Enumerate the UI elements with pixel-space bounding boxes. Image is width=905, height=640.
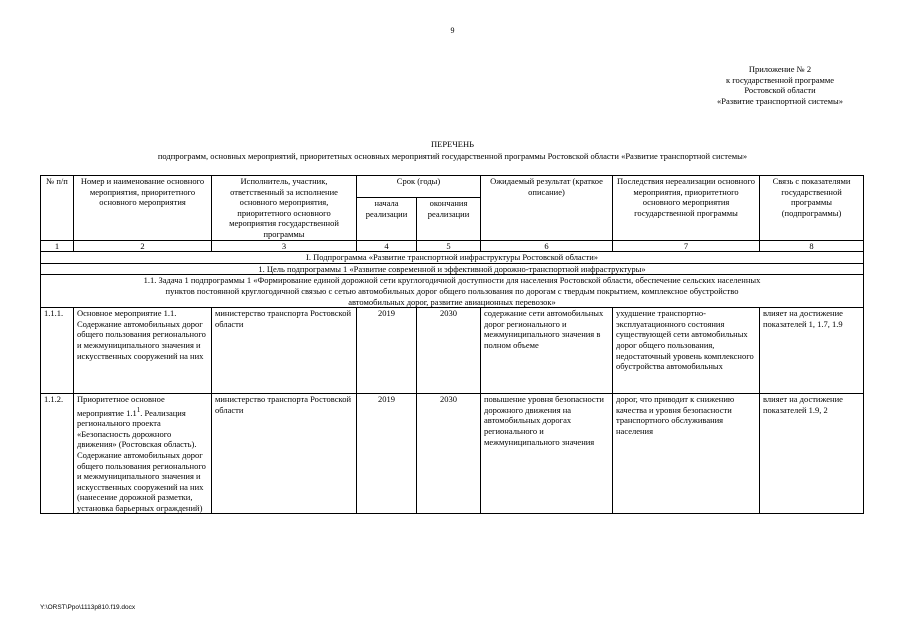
column-number: 5 — [417, 240, 481, 252]
header-consequences: Последствия нереализации основного мероприятия, приоритетного основного мероприятия государственной программы — [613, 176, 760, 241]
footnote-mark: 1 — [136, 405, 141, 414]
column-number: 6 — [481, 240, 613, 252]
column-number: 8 — [760, 240, 864, 252]
column-number: 7 — [613, 240, 760, 252]
header-start: начала реализации — [357, 198, 417, 240]
row-num: 1.1.1. — [41, 308, 74, 394]
header-name: Номер и наименование основного мероприятия, приоритетного основного мероприятия — [74, 176, 212, 241]
column-numbers-row — [41, 240, 864, 252]
row-executor: министерство транспорта Ростовской области — [212, 308, 357, 394]
header-row — [41, 176, 864, 198]
row-name-part: Приоритетное основное мероприятие 1.1 — [77, 394, 165, 418]
column-number: 3 — [212, 240, 357, 252]
goal-title: 1. Цель подпрограммы 1 «Развитие современной и эффективной дорожно-транспортной инфраструктуры» — [41, 263, 864, 275]
row-consequences: ухудшение транспортно-эксплуатационного состояния существующей сети автомобильных дорог общего пользования, недостаточный уровень комплексного обустройства автомобильных — [613, 308, 760, 394]
header-link: Связь с показателями государственной программы (подпрограммы) — [760, 176, 864, 241]
document-subtitle: подпрограмм, основных мероприятий, приоритетных основных мероприятий государственной программы Ростовской области «Развитие транспортной системы» — [157, 151, 748, 161]
subprogram-title: I. Подпрограмма «Развитие транспортной инфраструктуры Ростовской области» — [41, 252, 864, 264]
row-link: влияет на достижение показателей 1, 1.7, 1.9 — [760, 308, 864, 394]
row-end: 2030 — [417, 308, 481, 394]
task-row — [41, 275, 864, 308]
row-link: влияет на достижение показателей 1.9, 2 — [760, 394, 864, 514]
row-start: 2019 — [357, 308, 417, 394]
document-title: ПЕРЕЧЕНЬ — [431, 139, 474, 149]
appendix-line: «Развитие транспортной системы» — [716, 95, 844, 106]
row-end: 2030 — [417, 394, 481, 514]
page-number: 9 — [450, 26, 455, 35]
row-name: Основное мероприятие 1.1. Содержание автомобильных дорог общего пользования регионального и межмуниципального значения и искусственных сооружений на них — [74, 308, 212, 394]
appendix-block — [690, 64, 870, 106]
column-number: 4 — [357, 240, 417, 252]
header-end: окончания реализации — [417, 198, 481, 240]
table-row — [41, 394, 864, 514]
appendix-line: Приложение № 2 — [748, 64, 812, 74]
header-result: Ожидаемый результат (краткое описание) — [481, 176, 613, 241]
task-title: 1.1. Задача 1 подпрограммы 1 «Формирование единой дорожной сети круглогодичной доступности для населения Ростовской области, обеспечение сельских населенных пунктов постоянной круглогодичной связью с сетью автомобильных дорог общего пользования по дорогам с твердым покрытием, комплексное обустройство автомобильных дорог, развитие авиационных перевозок» — [41, 275, 864, 308]
appendix-line: Ростовской области — [744, 85, 816, 95]
header-executor: Исполнитель, участник, ответственный за исполнение основного мероприятия, приоритетного основного мероприятия государственной программы — [212, 176, 357, 241]
subprogram-row — [41, 252, 864, 264]
row-name-part: . Реализация регионального проекта «Безопасность дорожного движения» (Ростовская область). Содержание автомобильных дорог общего пользования регионального и межмуниципального значения и искусственных сооружений на них (нанесение дорожной разметки, установка барьерных ограждений) — [77, 407, 206, 513]
goal-row — [41, 263, 864, 275]
row-result: повышение уровня безопасности дорожного движения на автомобильных дорогах регионального и межмуниципального значения — [481, 394, 613, 514]
row-name — [74, 394, 212, 514]
header-term: Срок (годы) — [357, 176, 481, 198]
row-num: 1.1.2. — [41, 394, 74, 514]
header-num: № п/п — [41, 176, 74, 241]
appendix-line: к государственной программе — [725, 74, 835, 85]
file-path-footer: Y:\ORST\Ppo\1113p810.f19.docx — [40, 604, 136, 611]
column-number: 1 — [41, 240, 74, 252]
row-result: содержание сети автомобильных дорог регионального и межмуниципального значения в полном объеме — [481, 308, 613, 394]
table-row — [41, 308, 864, 394]
column-number: 2 — [74, 240, 212, 252]
row-executor: министерство транспорта Ростовской области — [212, 394, 357, 514]
row-consequences: дорог, что приводит к снижению качества и уровня безопасности транспортного обслуживания населения — [613, 394, 760, 514]
measures-table — [40, 175, 864, 514]
row-start: 2019 — [357, 394, 417, 514]
